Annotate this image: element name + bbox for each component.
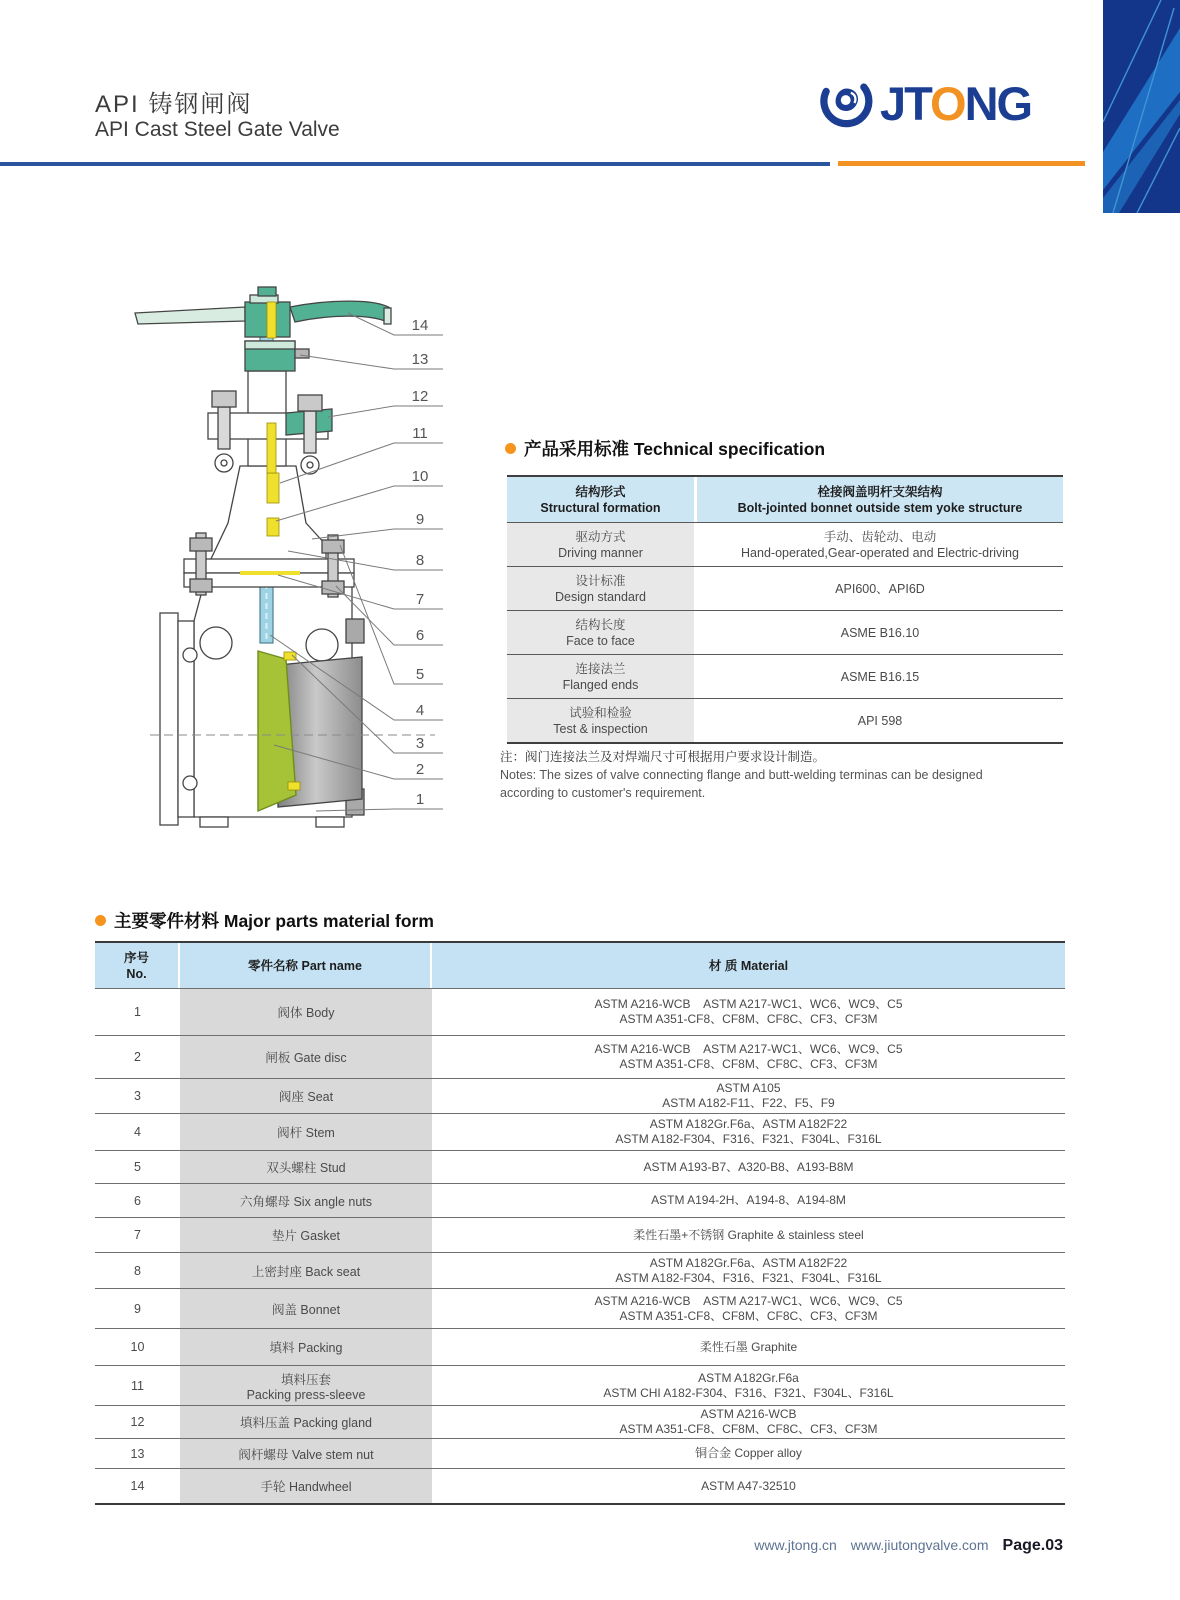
orange-bullet-icon [95,915,106,926]
spec-row [507,610,1063,654]
part-no: 10 [130,1340,145,1354]
header-rule-orange [838,161,1085,166]
callout-label: 5 [415,666,425,683]
note-line-en2: according to customer's requirement. [500,786,706,800]
logo-letter-o: O [930,76,965,130]
part-material: 柔性石墨+不锈钢 Graphite & stainless steel [633,1227,864,1242]
part-material: ASTM A194-2H、A194-8、A194-8M [651,1193,846,1207]
part-name: 阀体 Body [180,989,432,1035]
page-title-en: API Cast Steel Gate Valve [95,118,340,141]
callout-label: 11 [412,425,428,442]
page-footer [754,1537,1063,1555]
part-no: 6 [134,1193,141,1208]
part-material: ASTM A216-WCB ASTM A217-WC1、WC6、WC9、C5 ASTM A351-CF8、CF8M、CF8C、CF3、CF3M [594,997,903,1026]
spec-row-label: 试验和检验 Test & inspection [507,699,694,742]
part-name: 阀杆螺母 Valve stem nut [180,1439,432,1468]
part-name: 闸板 Gate disc [180,1036,432,1078]
part-material: ASTM A182Gr.F6a、ASTM A182F22 ASTM A182-F304、F316、F321、F304L、F316L [615,1117,882,1146]
part-name: 垫片 Gasket [180,1218,432,1252]
corner-banner [1103,0,1180,213]
callout-label: 14 [411,317,429,334]
spec-section-title: 产品采用标准 Technical specification [524,439,826,459]
spec-row-label: 结构长度 Face to face [507,611,694,654]
table-row [95,1150,1065,1183]
spec-table [507,475,1063,744]
logo-text: JTONG [880,76,1032,130]
table-row [95,1365,1065,1405]
spec-header-row [507,477,1063,522]
part-material: ASTM A193-B7、A320-B8、A193-B8M [643,1159,854,1174]
spec-header-value: 栓接阀盖明杆支架结构 Bolt-jointed bonnet outside stem yoke structure [697,477,1063,522]
note-line-zh: 注：阀门连接法兰及对焊端尺寸可根据用户要求设计制造。 [500,750,826,764]
table-row [95,988,1065,1035]
seat-ring-upper [284,652,296,660]
part-no: 9 [134,1301,141,1316]
parts-table [95,941,1065,1505]
part-name: 阀杆 Stem [180,1114,432,1150]
spec-notes [500,748,1075,802]
spec-header-label: 结构形式 Structural formation [507,477,694,522]
part-no: 3 [134,1089,141,1103]
spec-row-value: API600、API6D [697,567,1063,610]
page-title-zh: API 铸钢闸阀 [95,91,253,118]
part-no: 2 [134,1050,141,1064]
packing [267,473,279,503]
spec-row-value: 手动、齿轮动、电动 Hand-operated,Gear-operated and Electric-driving [697,523,1063,566]
part-material: ASTM A182Gr.F6a、ASTM A182F22 ASTM A182-F304、F316、F321、F304L、F316L [615,1255,882,1285]
part-material: 柔性石墨 Graphite [699,1339,798,1354]
callout-label: 13 [411,351,429,368]
table-row [95,1078,1065,1113]
callout-label: 3 [415,735,425,752]
part-material: 铜合金 Copper alloy [695,1446,802,1460]
header-rule-blue [0,162,830,166]
part-name: 阀盖 Bonnet [180,1289,432,1328]
orange-bullet-icon [505,443,516,454]
seat-ring-lower [288,782,300,790]
yoke [208,371,332,474]
part-no: 5 [134,1160,141,1174]
part-no: 11 [131,1378,144,1393]
callout-label: 7 [415,591,425,608]
handwheel [135,287,391,338]
table-row [95,1328,1065,1365]
part-name: 填料压套 Packing press-sleeve [180,1366,432,1405]
table-row [95,1405,1065,1438]
parts-section-title: 主要零件材料 Major parts material form [114,911,434,931]
spec-row-value: ASME B16.10 [697,611,1063,654]
parts-section-heading [95,908,434,933]
footer-url-2: www.jiutongvalve.com [850,1537,989,1553]
part-material: ASTM A182Gr.F6a ASTM CHI A182-F304、F316、F321、F304L、F316L [603,1370,894,1400]
spec-section-heading [505,436,825,461]
col-header-material: 材 质 Material [708,958,789,973]
logo-swirl-icon [816,72,874,134]
callout-label: 10 [411,468,429,485]
table-row [95,1468,1065,1503]
note-line-en1: Notes: The sizes of valve connecting flange and butt-welding terminas can be designed [500,768,983,782]
part-name: 填料 Packing [180,1329,432,1365]
part-no: 7 [134,1228,141,1242]
stem-nut [245,341,309,371]
callout-label: 8 [415,552,425,569]
part-name: 上密封座 Back seat [180,1253,432,1288]
valve-cross-section-diagram [100,283,455,843]
spec-row-value: ASME B16.15 [697,655,1063,698]
part-no: 8 [134,1263,141,1278]
callout-label: 6 [415,627,425,644]
part-no: 12 [130,1415,145,1429]
part-name: 六角螺母 Six angle nuts [180,1184,432,1217]
page-number: Page.03 [1002,1537,1063,1554]
part-material: ASTM A216-WCB ASTM A217-WC1、WC6、WC9、C5 ASTM A351-CF8、CF8M、CF8C、CF3、CF3M [594,1042,903,1071]
table-row [95,1288,1065,1328]
table-row [95,1217,1065,1252]
callout-label: 1 [415,791,425,808]
callout-label: 9 [415,511,425,528]
table-row [95,1438,1065,1468]
part-material: ASTM A216-WCB ASTM A217-WC1、WC6、WC9、C5 ASTM A351-CF8、CF8M、CF8C、CF3、CF3M [594,1293,903,1323]
spec-row-label: 设计标准 Design standard [507,567,694,610]
logo [816,68,1096,138]
spec-row [507,566,1063,610]
part-no: 14 [130,1479,145,1493]
spec-row-label: 连接法兰 Flanged ends [507,655,694,698]
callout-label: 12 [411,388,429,405]
spec-row [507,654,1063,698]
part-no: 4 [134,1125,141,1139]
part-no: 13 [130,1446,145,1461]
part-name: 阀座 Seat [180,1079,432,1113]
part-material: ASTM A216-WCB ASTM A351-CF8、CF8M、CF8C、CF3、CF3M [619,1407,878,1436]
spec-row-label: 驱动方式 Driving manner [507,523,694,566]
part-no: 1 [134,1005,141,1019]
part-material: ASTM A105 ASTM A182-F11、F22、F5、F9 [662,1081,835,1110]
parts-header-row [95,943,1065,988]
callout-label: 2 [415,761,425,778]
part-name: 双头螺柱 Stud [180,1151,432,1183]
spec-row [507,698,1063,742]
callout-label: 4 [415,702,425,719]
spec-row [507,522,1063,566]
table-row [95,1252,1065,1288]
part-name: 手轮 Handwheel [180,1469,432,1503]
gasket [240,571,300,575]
table-row [95,1035,1065,1078]
part-name: 填料压盖 Packing gland [180,1406,432,1438]
footer-url-1: www.jtong.cn [754,1537,837,1553]
table-row [95,1113,1065,1150]
table-row [95,1183,1065,1217]
spec-row-value: API 598 [697,699,1063,742]
col-header-no: 序号 No. [95,943,180,988]
col-header-name: 零件名称 Part name [180,943,432,988]
part-material: ASTM A47-32510 [701,1478,796,1493]
